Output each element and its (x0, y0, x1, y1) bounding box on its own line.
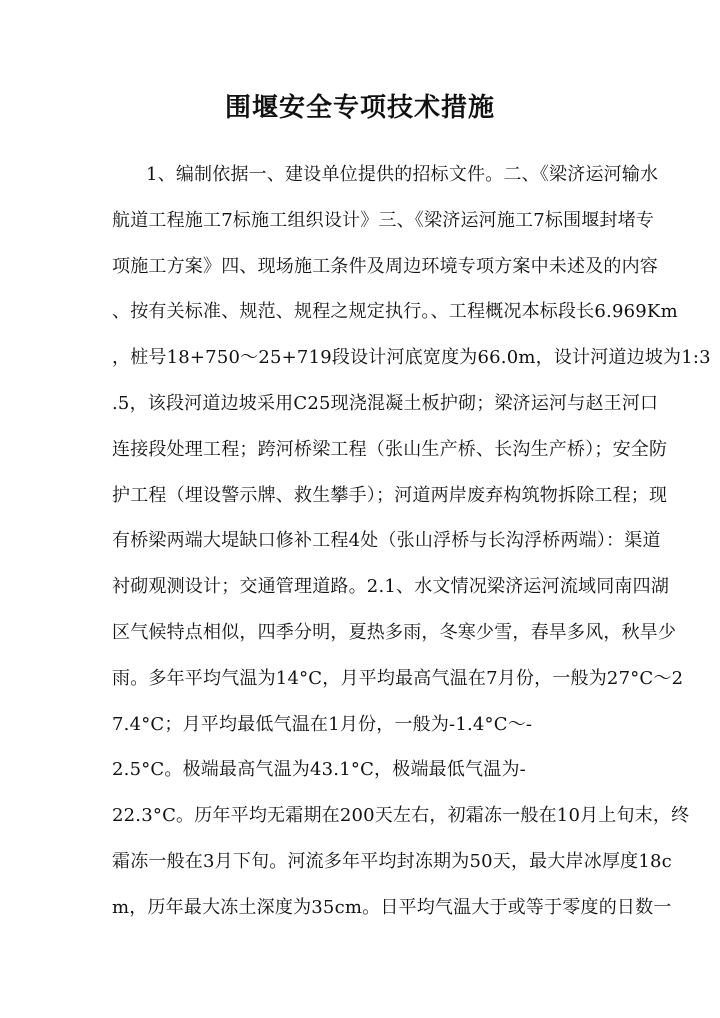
document-title: 围堰安全专项技术措施 (224, 93, 495, 123)
body-line: 1、编制依据一、建设单位提供的招标文件。二、《梁济运河输水 (146, 164, 659, 185)
body-line: 连接段处理工程；跨河桥梁工程（张山生产桥、长沟生产桥）；安全防 (112, 438, 668, 460)
body-line: 2.5°C。极端最高气温为43.1°C，极端最低气温为- (112, 759, 526, 781)
body-line: 有桥梁两端大堤缺口修补工程4处（张山浮桥与长沟浮桥两端）：渠道 (112, 530, 661, 552)
body-line: 霜冻一般在3月下旬。河流多年平均封冻期为50天，最大岸冰厚度18c (112, 850, 672, 872)
body-line: m，历年最大冻土深度为35cm。日平均气温大于或等于零度的日数一 (112, 896, 672, 918)
body-line: 航道工程施工7标施工组织设计》三、《梁济运河施工7标围堰封堵专 (112, 209, 655, 231)
body-line: .5，该段河道边坡采用C25现浇混凝土板护砌；梁济运河与赵王河口 (112, 392, 659, 414)
body-line: ，桩号18+750～25+719段设计河底宽度为66.0m，设计河道边坡为1:3 (112, 347, 711, 369)
document-body (112, 152, 711, 931)
body-line: 22.3°C。历年平均无霜期在200天左右，初霜冻一般在10月上旬末，终 (112, 805, 690, 827)
body-line: 项施工方案》四、现场施工条件及周边环境专项方案中未述及的内容 (112, 255, 658, 277)
body-line: 、按有关标准、规范、规程之规定执行。、工程概况本标段长6.969Km (112, 301, 678, 323)
body-line: 7.4°C；月平均最低气温在1月份，一般为-1.4°C～- (112, 713, 533, 735)
body-line: 衬砌观测设计；交通管理道路。2.1、水文情况梁济运河流域同南四湖 (112, 576, 670, 598)
body-line: 雨。多年平均气温为14°C，月平均最高气温在7月份，一般为27°C～2 (112, 667, 684, 689)
body-line: 护工程（埋设警示牌、救生攀手）；河道两岸废弃构筑物拆除工程；现 (112, 484, 668, 506)
body-line: 区气候特点相似，四季分明，夏热多雨，冬寒少雪，春旱多风，秋旱少 (112, 621, 677, 643)
